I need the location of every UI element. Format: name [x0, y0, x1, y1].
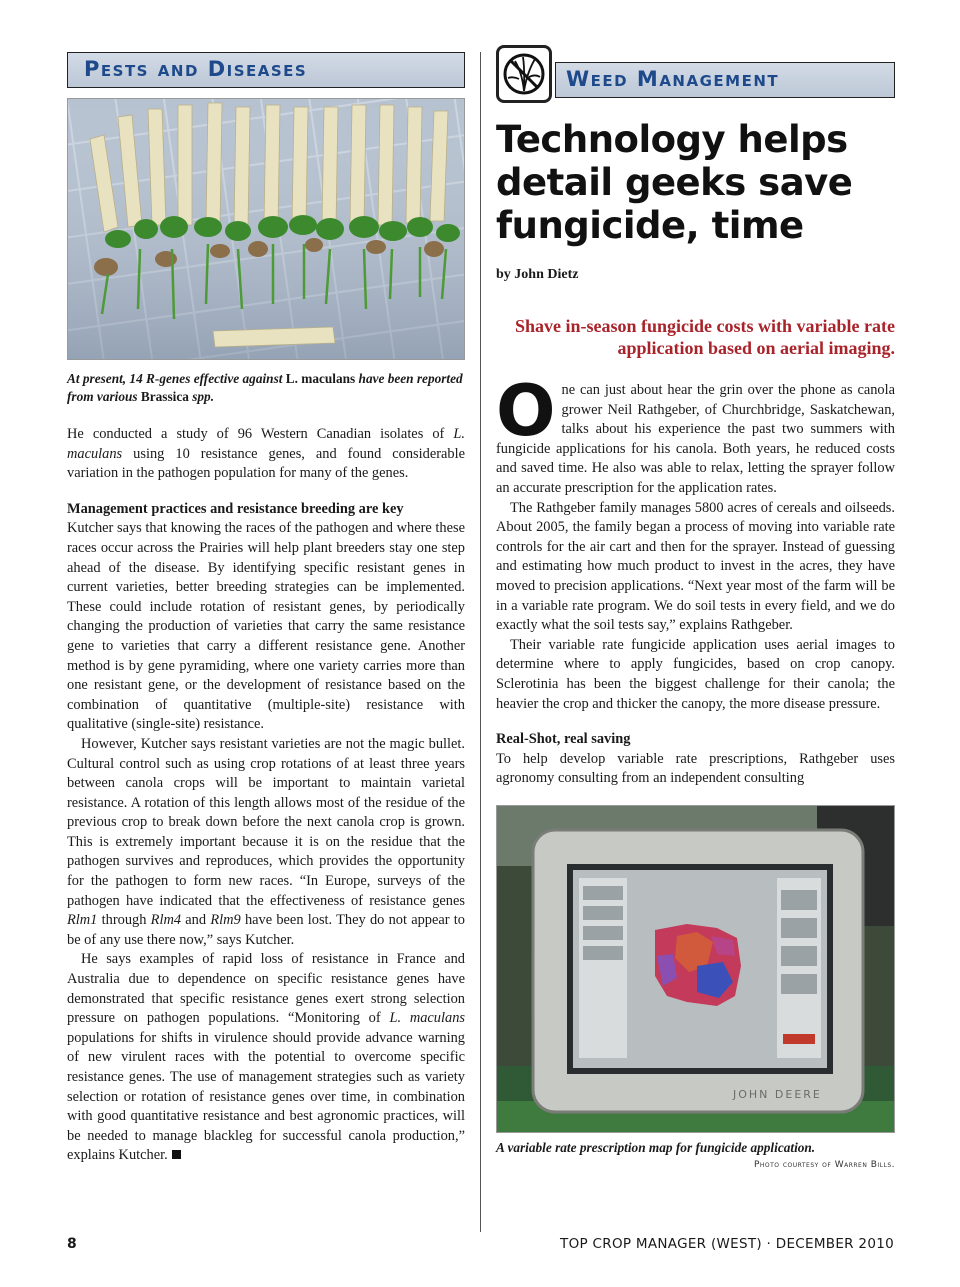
subheading-management: Management practices and resistance breeding are key	[67, 500, 404, 517]
column-divider	[480, 52, 481, 1232]
article-deck: Shave in-season fungicide costs with variable rate application based on aerial imaging.	[515, 316, 895, 358]
paragraph: Kutcher says that knowing the races of the pathogen and where these races occur across the Prairies will help plant breeders stay one step ahead of the disease. By identifying specific resistant genes in current varieties, better breeding strategies can be implemented. These could include rotation of resistant genes, by periodically changing the production of varieties that carry the same resistance gene to varieties that carry a different resistance gene. Another method is by gene pyramiding, where one variety carries more than one resistant gene, or the development of resistance based on the combination of quantitative (multiple-site) resistance with qualitative (single-site) resistance.	[67, 520, 465, 733]
seedling-photo-image	[68, 99, 465, 360]
monitor-photo	[496, 805, 895, 1133]
byline: by John Dietz	[496, 267, 579, 282]
end-of-article-mark	[172, 1150, 181, 1159]
paragraph: To help develop variable rate prescriptions, Rathgeber uses agronomy consulting from an independent consulting	[496, 750, 895, 787]
paragraph: Their variable rate fungicide application uses aerial images to determine where to apply fungicides, based on crop canopy. Sclerotinia has been the biggest challenge for their canola; the heavier the crop and thicker the canopy, the more disease pressure.	[496, 636, 895, 712]
article-headline: Technology helps detail geeks save fungicide, time	[496, 118, 853, 247]
publication-footer: TOP CROP MANAGER (WEST) · DECEMBER 2010	[560, 1236, 894, 1252]
photo-caption-left: At present, 14 R-genes effective against L. maculans have been reported from various Brassica spp.	[67, 371, 463, 404]
section-header-weed-row	[496, 44, 895, 104]
paragraph: He says examples of rapid loss of resistance in France and Australia due to dependence on specific resistance genes have demonstrated that specific resistance genes exert strong selection pressure on pathogen populations. “Monitoring of L. maculans populations for shifts in virulence should provide advance warning of new virulent races with the potential to overcome specific resistance genes. The use of management strategies such as variety selection or rotation of resistance genes over time, in combination with good quantitative resistance and best agronomic practices, will be needed to manage blackleg for successful canola production,” explains Kutcher.	[67, 951, 465, 1164]
page-number: 8	[67, 1236, 77, 1252]
monitor-brand-text: JOHN DEERE	[733, 1087, 822, 1101]
paragraph: The Rathgeber family manages 5800 acres of cereals and oilseeds. About 2005, the family began a process of moving into variable rate controls for the air cart and then for the sprayer. Instead of guessing and estimating how much product to invest in the acres, they have moved to precision applications. “Next year most of the farm will be in a variable rate program. We do soil tests in every field, and we do exactly what the soil tests say,” explains Rathgeber.	[496, 499, 895, 634]
subheading-real-shot: Real-Shot, real saving	[496, 731, 631, 748]
right-article-body	[496, 370, 895, 789]
monitor-photo-image	[497, 806, 895, 1133]
left-column	[67, 52, 465, 1166]
photo-credit: Photo courtesy of Warren Bills.	[753, 1159, 895, 1170]
section-header-weed: Weed Management	[555, 62, 895, 98]
paragraph: He conducted a study of 96 Western Canadian isolates of L. maculans using 10 resistance genes, and found considerable variation in the pathogen population for many of the genes.	[67, 426, 465, 482]
photo-caption-right: A variable rate prescription map for fungicide application.	[496, 1139, 816, 1155]
right-column	[496, 44, 895, 1170]
left-article-body	[67, 425, 465, 1166]
section-header-pests: Pests and Diseases	[67, 52, 465, 88]
weed-management-logo-icon	[496, 45, 552, 103]
paragraph: However, Kutcher says resistant varieties are not the magic bullet. Cultural control such as using crop rotations of at least three years between canola crops will be important to maintain varietal resistance. A rotation of this length allows most of the residue of the previous crop to break down before the next canola crop is grown. This is extremely important because it is on the residue that the pathogen survives and reproduces, which provides the opportunity for the pathogen to form new races. “In Europe, surveys of the pathogen have indicated that the effectiveness of resistance genes Rlm1 through Rlm4 and Rlm9 have been lost. They do not appear to be of any use there now,” says Kutcher.	[67, 735, 465, 948]
seedling-photo	[67, 98, 465, 360]
drop-cap: O	[496, 370, 556, 452]
paragraph: One can just about hear the grin over the phone as canola grower Neil Rathgeber, of Churchbridge, Saskatchewan, talks about his experience the past two summers with fungicide applications for his canola. Both years, he reduced costs and saved time. He also was able to relax, letting the sprayer follow an accurate prescription for the application rates.	[496, 370, 895, 496]
